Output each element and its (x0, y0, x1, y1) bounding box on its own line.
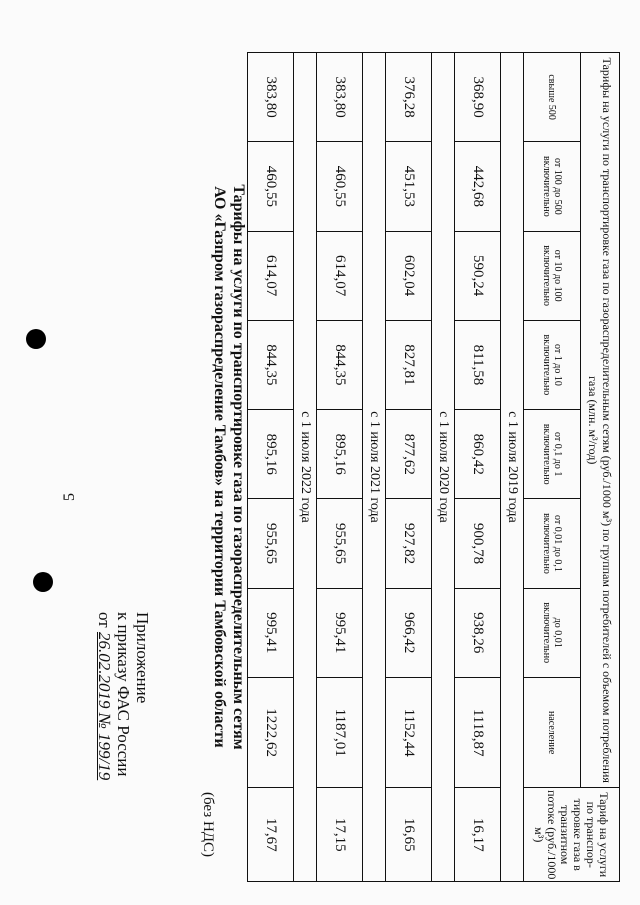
table-cell: 995,41 (317, 588, 363, 677)
title-line-2: АО «Газпром газораспределение Тамбов» на территории Тамбовской области (211, 186, 228, 748)
table-cell: 955,65 (317, 499, 363, 588)
appendix-date (95, 612, 114, 872)
table-cell: 938,26 (455, 588, 501, 677)
table-cell: 614,07 (248, 231, 294, 320)
table-header-main: Тарифы на услуги по транспортировке газа по газораспределительным сетям (руб./1000 м³) по группам потребителей с объемом потребления газа (млн. м³/год) (581, 53, 620, 788)
table-cell: 451,53 (386, 142, 432, 231)
table-cell: 1187,01 (317, 677, 363, 788)
table-row (386, 53, 432, 882)
appendix-order: к приказу ФАС России (114, 612, 133, 777)
table-cell: 383,80 (317, 53, 363, 142)
table-cell: 1118,87 (455, 677, 501, 788)
table-cell: 17,67 (248, 788, 294, 882)
period-row: с 1 июля 2022 года (294, 53, 317, 882)
table-cell: 383,80 (248, 53, 294, 142)
table-row (317, 53, 363, 882)
table-cell: 995,41 (248, 588, 294, 677)
table-cell: 16,65 (386, 788, 432, 882)
table-cell: 860,42 (455, 410, 501, 499)
table-cell: 844,35 (248, 320, 294, 409)
column-header: свыше 500 (524, 53, 581, 142)
vat-note: (без НДС) (200, 792, 216, 858)
table-cell: 442,68 (455, 142, 501, 231)
period-row: с 1 июля 2021 года (363, 53, 386, 882)
table-row (248, 53, 294, 882)
column-header: до 0,01 включительно (524, 588, 581, 677)
column-header: от 10 до 100 включительно (524, 231, 581, 320)
table-cell: 368,90 (455, 53, 501, 142)
column-header: от 0,1 до 1 включительно (524, 410, 581, 499)
handwritten-date: 26.02.2019 № 199/19 (95, 631, 114, 781)
table-cell: 17,15 (317, 788, 363, 882)
title-line-1: Тарифы на услуги по транспортировке газа по газораспределительным сетям (230, 184, 247, 750)
tariff-table (247, 52, 620, 882)
table-cell: 900,78 (455, 499, 501, 588)
table-cell: 1222,62 (248, 677, 294, 788)
rotated-sheet (40, 52, 640, 882)
table-cell: 16,17 (455, 788, 501, 882)
table-cell: 827,81 (386, 320, 432, 409)
appendix-block (95, 612, 152, 872)
table-row (455, 53, 501, 882)
table-cell: 460,55 (248, 142, 294, 231)
table-cell: 811,58 (455, 320, 501, 409)
appendix-date-prefix: от (95, 612, 114, 628)
column-header: население (524, 677, 581, 788)
table-cell: 927,82 (386, 499, 432, 588)
table-header-transit: Тариф на услуги по транспор-тировке газа в транзитном потоке (руб./1000 м³) (524, 788, 620, 882)
document-title (210, 52, 248, 882)
column-header: от 0,01 до 0,1 включительно (524, 499, 581, 588)
appendix-title: Приложение (133, 612, 152, 704)
table-cell: 895,16 (317, 410, 363, 499)
table-cell: 460,55 (317, 142, 363, 231)
table-cell: 895,16 (248, 410, 294, 499)
page-number: 5 (61, 493, 78, 501)
period-row: с 1 июля 2020 года (432, 53, 455, 882)
table-cell: 602,04 (386, 231, 432, 320)
table-cell: 590,24 (455, 231, 501, 320)
period-row: с 1 июля 2019 года (501, 53, 524, 882)
column-header: от 100 до 500 включительно (524, 142, 581, 231)
table-cell: 614,07 (317, 231, 363, 320)
table-cell: 955,65 (248, 499, 294, 588)
table-cell: 877,62 (386, 410, 432, 499)
table-cell: 966,42 (386, 588, 432, 677)
table-cell: 376,28 (386, 53, 432, 142)
column-header: от 1 до 10 включительно (524, 320, 581, 409)
table-cell: 844,35 (317, 320, 363, 409)
table-cell: 1152,44 (386, 677, 432, 788)
